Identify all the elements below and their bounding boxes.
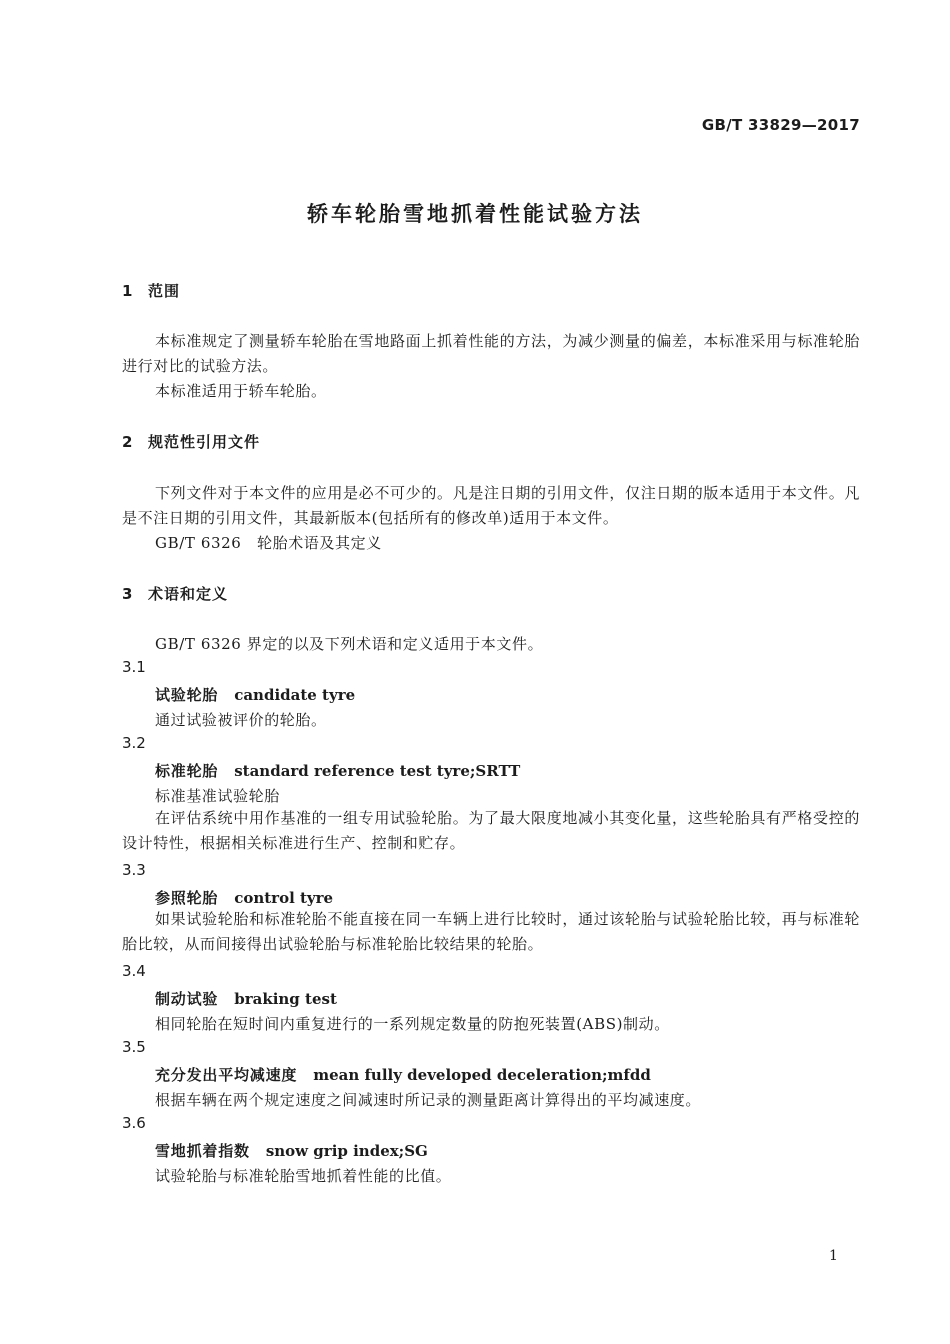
section-2-heading [122,431,260,452]
section-3-heading [122,583,228,604]
term-number: 3.4 [122,962,146,980]
page-number: 1 [829,1248,838,1264]
term-heading [155,684,355,705]
term-cn: 参照轮胎 [155,889,219,907]
term-definition: 根据车辆在两个规定速度之间减速时所记录的测量距离计算得出的平均减速度。 [155,1091,702,1109]
section-number: 1 [122,282,134,300]
normative-reference: GB/T 6326 轮胎术语及其定义 [155,534,382,552]
section-title: 规范性引用文件 [148,433,261,451]
term-definition: 如果试验轮胎和标准轮胎不能直接在同一车辆上进行比较时，通过该轮胎与试验轮胎比较，再与标准轮胎比较，从而间接得出试验轮胎与标准轮胎比较结果的轮胎。 [122,910,860,953]
term-number: 3.1 [122,658,146,676]
term-en: braking test [234,990,337,1008]
term-number: 3.2 [122,734,146,752]
term-heading [155,1140,428,1161]
section-1-heading [122,280,180,301]
term-heading [155,760,520,781]
term-heading [155,988,337,1009]
term-heading [155,887,333,908]
section-title: 术语和定义 [148,585,229,603]
term-number: 3.3 [122,861,146,879]
paragraph: 本标准规定了测量轿车轮胎在雪地路面上抓着性能的方法，为减少测量的偏差，本标准采用与标准轮胎进行对比的试验方法。 [122,332,860,375]
term-definition: 通过试验被评价的轮胎。 [155,711,327,729]
paragraph: GB/T 6326 界定的以及下列术语和定义适用于本文件。 [155,635,544,653]
term-en: mean fully developed deceleration;mfdd [313,1066,651,1084]
term-cn: 标准轮胎 [155,762,219,780]
section-title: 范围 [148,282,181,300]
term-definition: 在评估系统中用作基准的一组专用试验轮胎。为了最大限度地减小其变化量，这些轮胎具有严格受控的设计特性，根据相关标准进行生产、控制和贮存。 [122,809,860,852]
term-cn: 充分发出平均减速度 [155,1066,298,1084]
term-definition: 试验轮胎与标准轮胎雪地抓着性能的比值。 [155,1167,452,1185]
term-alternative: 标准基准试验轮胎 [155,787,280,805]
term-en: candidate tyre [234,686,356,704]
document-title: 轿车轮胎雪地抓着性能试验方法 [307,202,643,226]
section-number: 2 [122,433,134,451]
paragraph: 本标准适用于轿车轮胎。 [155,382,327,400]
term-cn: 雪地抓着指数 [155,1142,250,1160]
standard-number: GB/T 33829—2017 [701,116,860,134]
term-cn: 制动试验 [155,990,219,1008]
paragraph: 下列文件对于本文件的应用是必不可少的。凡是注日期的引用文件，仅注日期的版本适用于本文件。凡是不注日期的引用文件，其最新版本(包括所有的修改单)适用于本文件。 [122,484,860,527]
term-en: standard reference test tyre;SRTT [234,762,521,780]
term-definition: 相同轮胎在短时间内重复进行的一系列规定数量的防抱死装置(ABS)制动。 [155,1015,670,1033]
section-number: 3 [122,585,134,603]
term-heading [155,1064,651,1085]
term-cn: 试验轮胎 [155,686,219,704]
term-number: 3.5 [122,1038,146,1056]
term-en: control tyre [234,889,334,907]
term-number: 3.6 [122,1114,146,1132]
term-en: snow grip index;SG [265,1142,428,1160]
